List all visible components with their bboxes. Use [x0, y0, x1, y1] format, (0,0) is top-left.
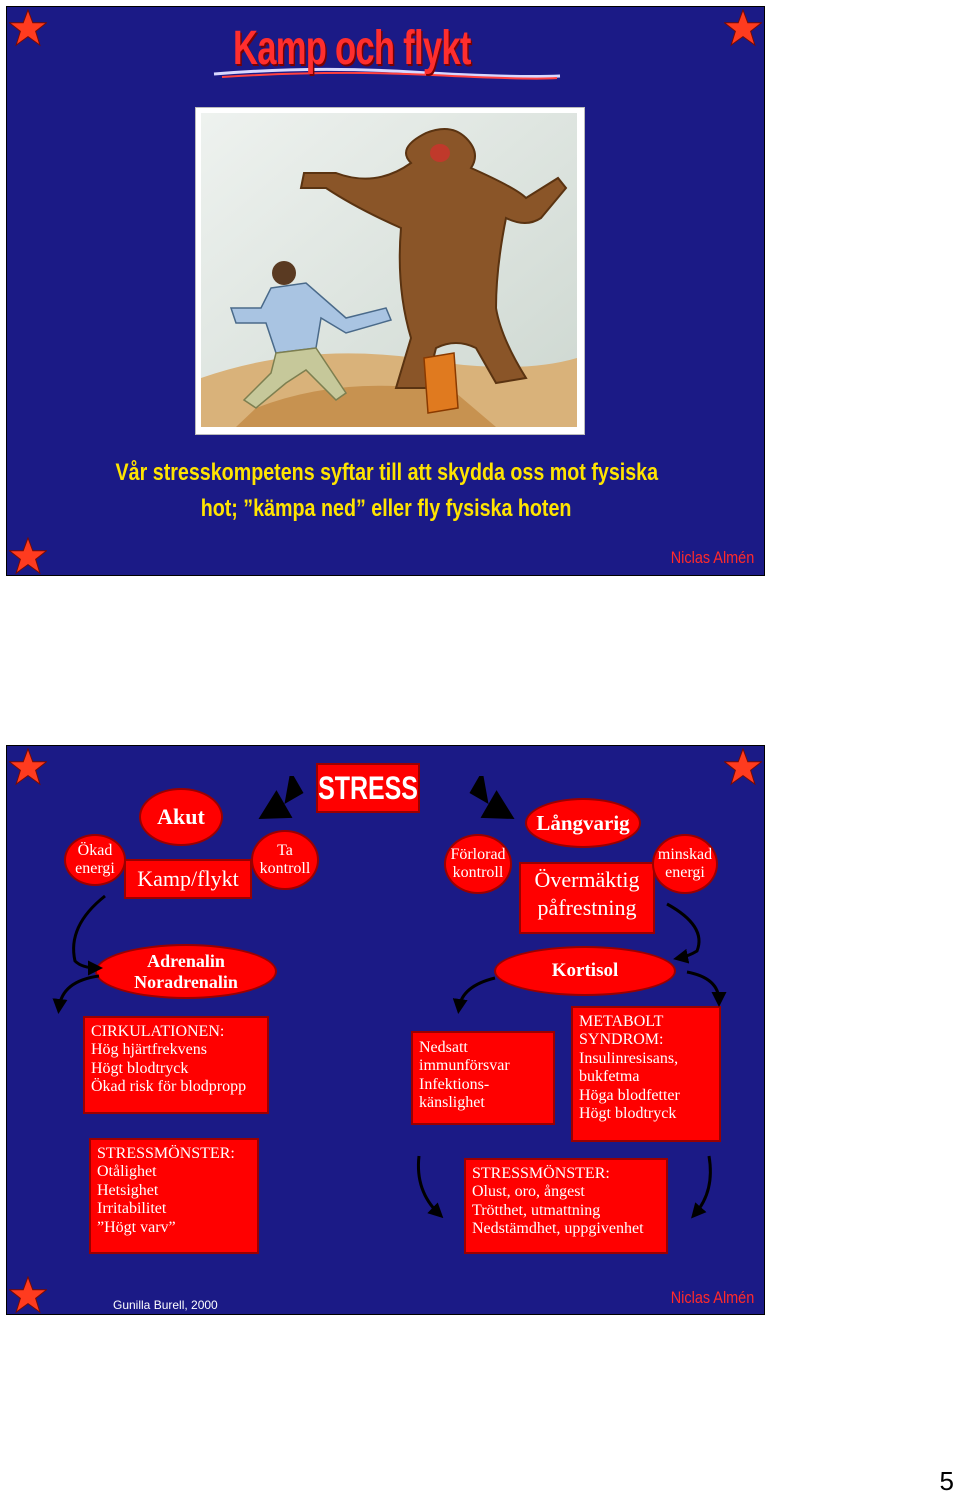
- slide-stress-diagram: [6, 745, 765, 1315]
- bear-clipart: [195, 107, 585, 435]
- right-stress-pattern-text: STRESSMÖNSTER: Olust, oro, ångest Trötthet, utmattning Nedstämdhet, uppgivenhet: [472, 1165, 644, 1238]
- source-citation: Gunilla Burell, 2000: [113, 1298, 218, 1312]
- circulation-text: CIRKULATIONEN: Hög hjärtfrekvens Högt blodtryck Ökad risk för blodpropp: [91, 1023, 247, 1096]
- left-stress-pattern-text: STRESSMÖNSTER: Otålighet Hetsighet Irritabilitet ”Högt varv”: [97, 1145, 235, 1236]
- slide-kamp-och-flykt: [6, 6, 765, 576]
- kortisol-text: Kortisol: [551, 960, 619, 981]
- ta-kontroll-text: Ta kontroll: [259, 842, 311, 877]
- immune-text: Nedsatt immunförsvar Infektions- känslighet: [419, 1039, 510, 1112]
- overmaktig-text: Övermäktig påfrestning: [534, 867, 640, 920]
- arrow-energi-to-kortisol: [667, 904, 699, 958]
- arrow-metabolic-to-pattern: [695, 1156, 710, 1214]
- slide-title: Kamp och flykt: [233, 22, 471, 75]
- stress-label: STRESS: [318, 769, 418, 806]
- author-credit: Niclas Almén: [670, 1288, 754, 1307]
- page-number: 5: [939, 1466, 954, 1496]
- minskad-energi-text: minskad energi: [657, 846, 713, 881]
- star-icon: [724, 9, 762, 47]
- arrow-adrenalin-to-circulation: [59, 976, 99, 1008]
- star-icon: [9, 9, 47, 47]
- forlorad-kontroll-text: Förlorad kontroll: [450, 846, 506, 881]
- connector-arrows: [7, 746, 765, 1315]
- bear-attack-illustration: [196, 108, 582, 432]
- okad-energi-text: Ökad energi: [75, 842, 115, 877]
- caption-line-1: Vår stresskompetens syftar till att skydda oss mot fysiska: [115, 459, 658, 486]
- langvarig-text: Långvarig: [536, 810, 630, 835]
- kamp-flykt-text: Kamp/flykt: [137, 866, 239, 891]
- akut-text: Akut: [157, 804, 205, 829]
- arrow-immune-to-pattern: [418, 1156, 439, 1214]
- metabolic-text: METABOLT SYNDROM: Insulinresisans, bukfetma Höga blodfetter Högt blodtryck: [579, 1013, 680, 1122]
- caption-line-2: hot; ”kämpa ned” eller fly fysiska hoten: [201, 495, 572, 522]
- adrenalin-text: Adrenalin Noradrenalin: [134, 950, 238, 992]
- author-credit: Niclas Almén: [670, 548, 754, 567]
- arrow-kortisol-to-metabolic: [687, 972, 719, 1001]
- arrow-energi-to-adrenalin: [74, 896, 105, 968]
- arrow-kortisol-to-immune: [459, 978, 495, 1008]
- star-icon: [9, 537, 47, 575]
